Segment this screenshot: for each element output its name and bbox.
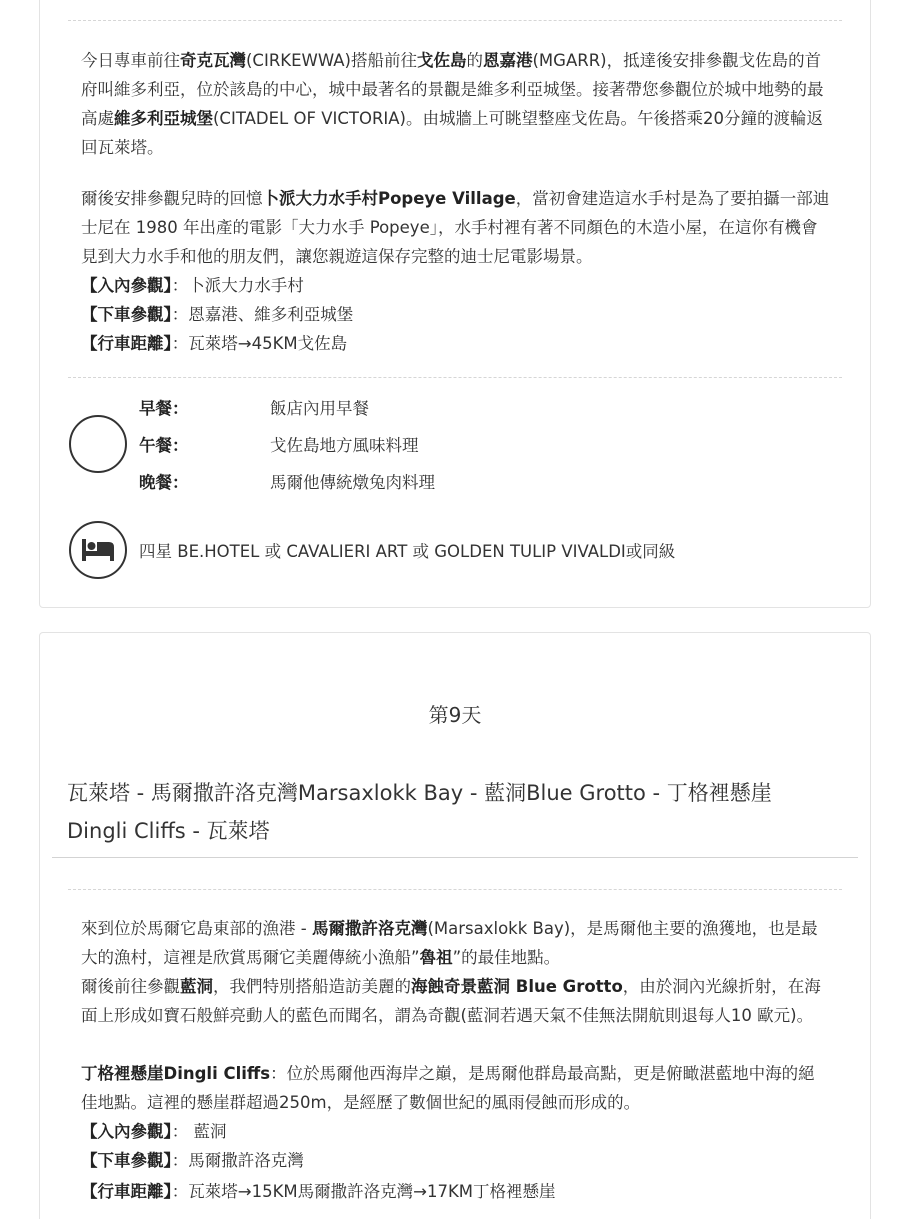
route-divider	[52, 857, 858, 858]
highlight-text: 丁格裡懸崖Dingli Cliffs	[81, 1064, 271, 1083]
day8-card	[39, 0, 871, 608]
body-text: 爾後前往參觀	[81, 977, 180, 996]
stop-info	[81, 300, 353, 329]
body-text: ”的最佳地點。	[452, 948, 561, 967]
stop-tag: 【下車參觀】	[81, 305, 172, 324]
distance-value: ：瓦萊塔→45KM戈佐島	[171, 334, 348, 353]
highlight-text: 奇克瓦灣	[180, 51, 246, 70]
visit-tag: 【入內參觀】	[81, 1122, 172, 1141]
day8-description	[81, 46, 831, 162]
day8-popeye-description	[81, 184, 831, 271]
body-text: 來到位於馬爾它島東部的漁港 -	[81, 919, 312, 938]
distance-tag: 【行車距離】	[81, 334, 172, 353]
meal-value: 戈佐島地方風味料理	[270, 436, 419, 455]
meal-breakfast	[139, 397, 369, 421]
marsaxlokk-description	[81, 914, 831, 972]
body-text: 爾後安排參觀兒時的回憶	[81, 189, 263, 208]
distance-info	[81, 1177, 556, 1206]
highlight-text: 恩嘉港	[483, 51, 533, 70]
stop-info	[81, 1146, 304, 1175]
visit-value: ： 藍洞	[171, 1122, 227, 1141]
bed-icon-glyph	[81, 539, 115, 561]
meal-label: 晚餐：	[139, 473, 189, 492]
highlight-text: 海蝕奇景藍洞 Blue Grotto	[411, 977, 623, 996]
meal-label: 午餐：	[139, 436, 189, 455]
divider	[68, 20, 842, 21]
highlight-text: 馬爾撒許洛克灣	[311, 919, 428, 938]
body-text: ，由於洞內光線折射，在海面上形成如寶石般鮮亮動人的藍色而聞名，謂為奇觀(藍洞若遇天氣不佳無法開航則退每人10 歐元)。	[81, 977, 821, 1025]
divider	[68, 889, 842, 890]
visit-info	[81, 271, 304, 300]
route-title: 瓦萊塔 - 馬爾撒許洛克灣Marsaxlokk Bay - 藍洞Blue Grotto - 丁格裡懸崖 Dingli Cliffs - 瓦萊塔	[67, 781, 772, 843]
meal-value: 飯店內用早餐	[270, 399, 369, 418]
day-title: 第9天	[428, 703, 482, 727]
visit-tag: 【入內參觀】	[81, 276, 172, 295]
stop-tag: 【下車參觀】	[81, 1151, 172, 1170]
distance-value: ：瓦萊塔→15KM馬爾撒許洛克灣→17KM丁格裡懸崖	[171, 1182, 556, 1201]
meal-dinner	[139, 471, 435, 495]
meal-lunch	[139, 434, 419, 458]
body-text: (MGARR)，抵達後安排參觀戈佐島的首府叫維多利亞，位於該島的中心，城中最著名的景觀是維多利亞城堡。接著帶您參觀位於城中地勢的最高處	[81, 51, 824, 128]
visit-value: ：卜派大力水手村	[171, 276, 304, 295]
distance-info	[81, 329, 347, 358]
blue-grotto-description	[81, 972, 831, 1030]
body-text: ：位於馬爾他西海岸之巔，是馬爾他群島最高點，更是俯瞰湛藍地中海的絕佳地點。這裡的懸崖群超過250m，是經歷了數個世紀的風雨侵蝕而形成的。	[81, 1064, 815, 1112]
meal-label: 早餐：	[139, 399, 189, 418]
divider	[68, 377, 842, 378]
body-text: (Marsaxlokk Bay)，是馬爾他主要的漁獲地，也是最大的漁村，這裡是欣賞馬爾它美麗傳統小漁船”	[81, 919, 818, 967]
body-text: (CITADEL OF VICTORIA)。由城牆上可眺望整座戈佐島。午後搭乘20分鐘的渡輪返回瓦萊塔。	[81, 109, 823, 157]
body-text: ，當初會建造這水手村是為了要拍攝一部迪士尼在 1980 年出產的電影「大力水手 Popeye」，水手村裡有著不同顏色的木造小屋，在這你有機會見到大力水手和他的朋友們，讓您親遊這保存完整的迪士尼電影場景。	[81, 189, 830, 266]
visit-info	[81, 1117, 227, 1146]
meal-value: 馬爾他傳統燉兔肉料理	[270, 473, 435, 492]
stop-value: ：恩嘉港、維多利亞城堡	[171, 305, 354, 324]
bed-icon	[69, 521, 127, 579]
stop-value: ：馬爾撒許洛克灣	[171, 1151, 304, 1170]
body-text: ，我們特別搭船造訪美麗的	[213, 977, 411, 996]
highlight-text: 戈佐島	[417, 51, 467, 70]
body-text: (CIRKEWWA)搭船前往	[246, 51, 417, 70]
dingli-description	[81, 1059, 831, 1117]
highlight-text: 維多利亞城堡	[114, 109, 213, 128]
highlight-text: 魯祖	[419, 948, 453, 967]
highlight-text: 卜派大力水手村Popeye Village	[262, 189, 516, 208]
distance-tag: 【行車距離】	[81, 1182, 172, 1201]
hotel-info: 四星 BE.HOTEL 或 CAVALIERI ART 或 GOLDEN TULIP VIVALDI或同級	[139, 542, 676, 561]
meal-icon	[69, 415, 127, 473]
body-text: 今日專車前往	[81, 51, 180, 70]
highlight-text: 藍洞	[180, 977, 213, 996]
body-text: 的	[466, 51, 483, 70]
day9-card	[39, 632, 871, 1219]
